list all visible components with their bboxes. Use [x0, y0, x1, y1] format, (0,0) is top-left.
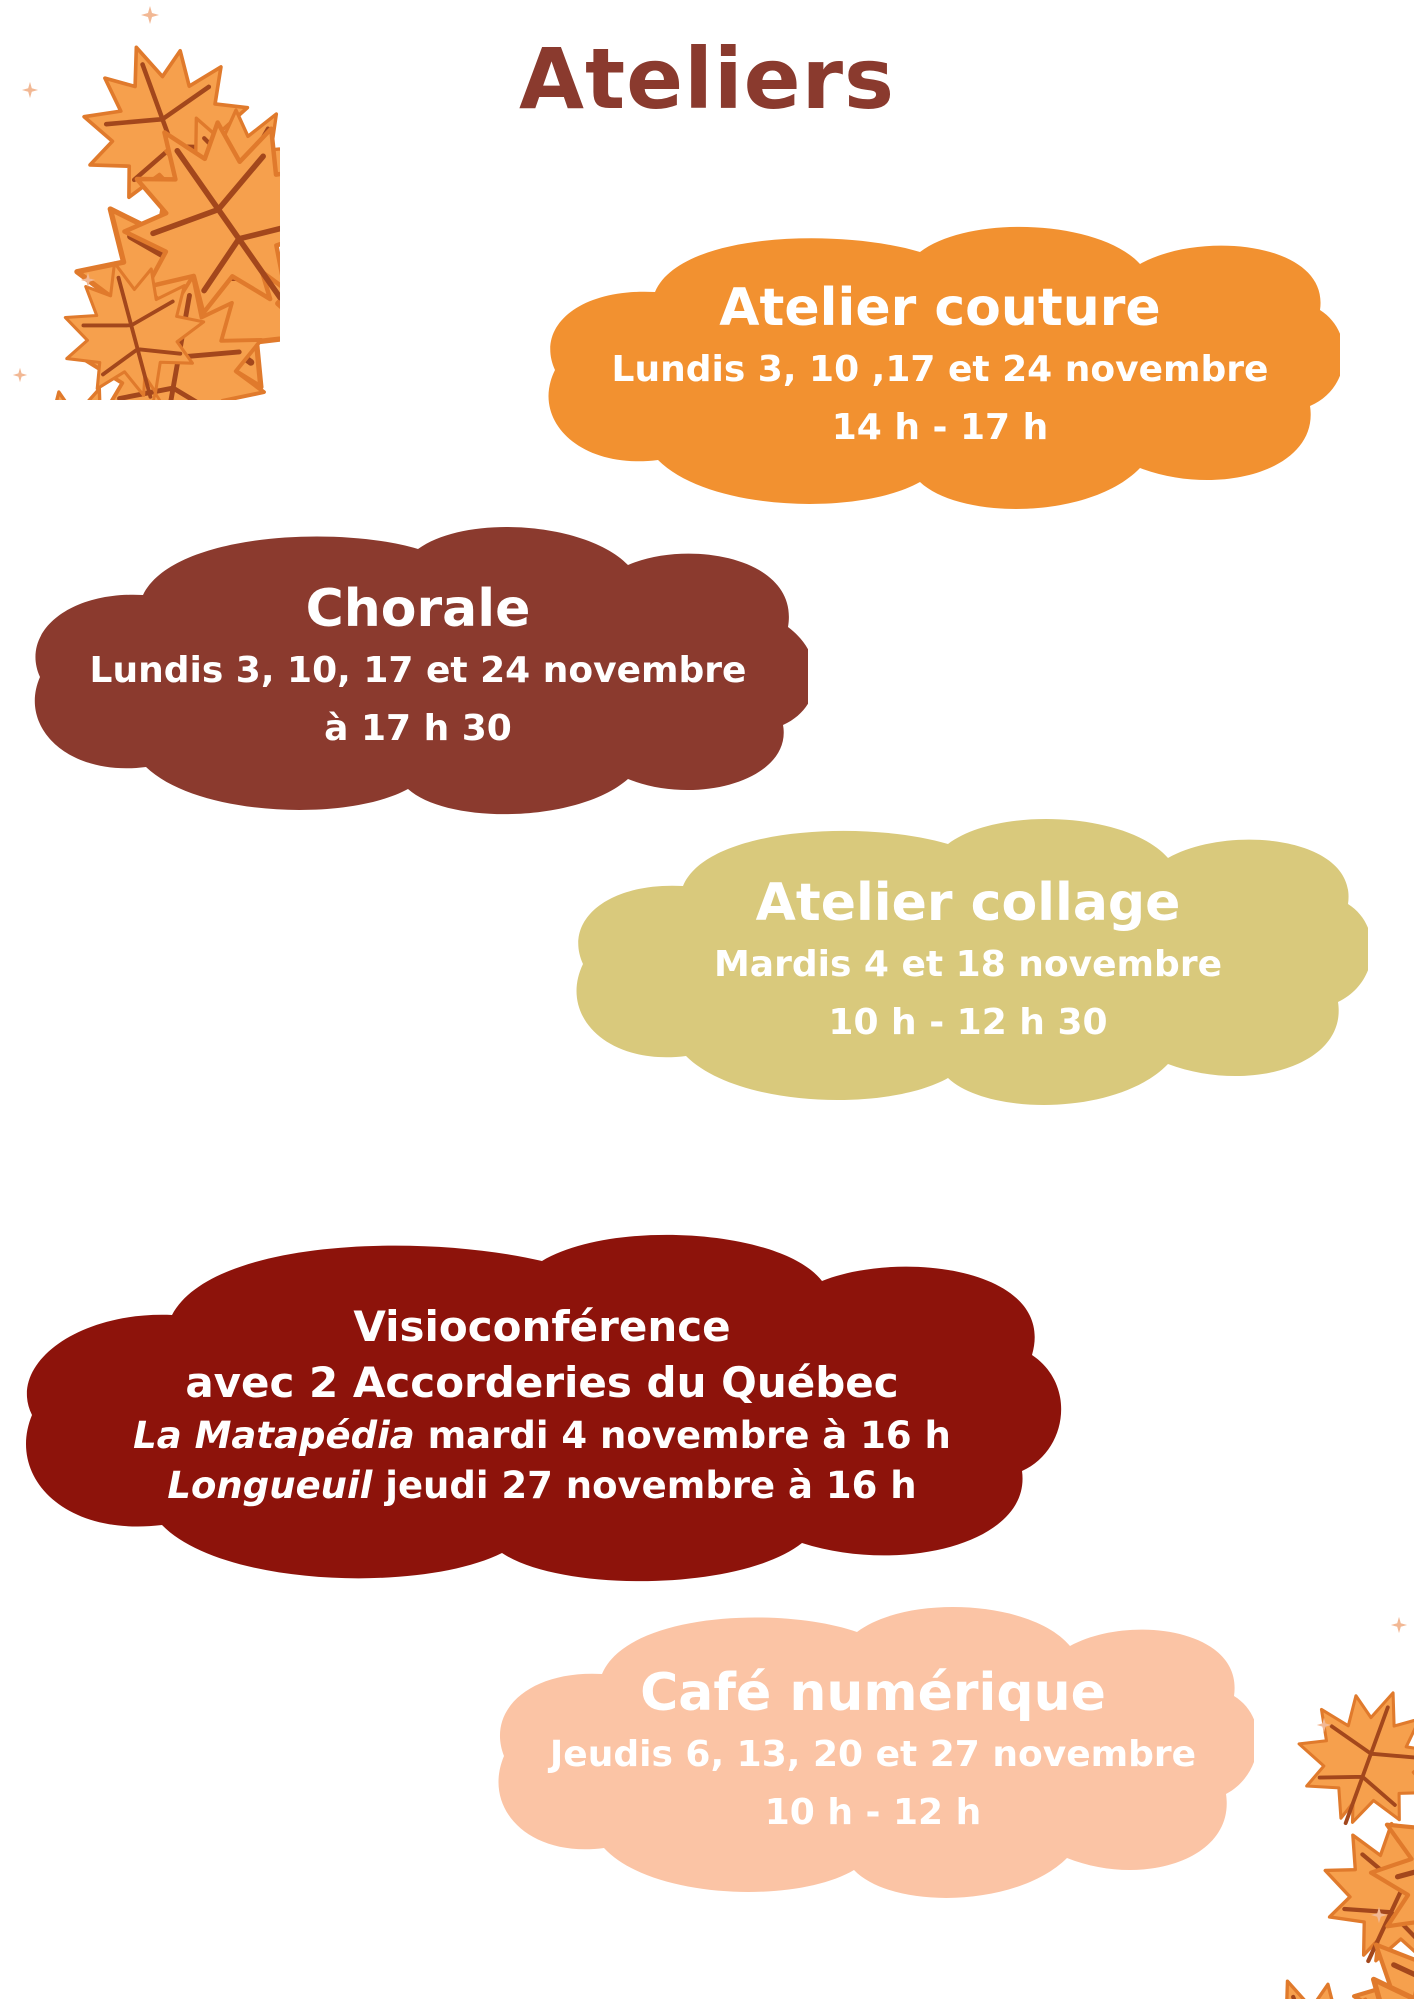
workshop-title: Café numérique: [640, 1662, 1106, 1723]
workshop-time: 14 h - 17 h: [831, 407, 1049, 448]
visio-session-1-text: mardi 4 novembre à 16 h: [414, 1414, 951, 1457]
workshop-time: 10 h - 12 h 30: [828, 1001, 1108, 1043]
workshop-collage-card: [568, 812, 1368, 1109]
workshop-title: Atelier collage: [755, 872, 1181, 933]
workshop-couture-card: [540, 220, 1340, 512]
workshop-time: à 17 h 30: [324, 708, 512, 749]
workshop-cafe-card: [492, 1598, 1254, 1903]
workshop-title: Atelier couture: [719, 278, 1161, 338]
visio-session-1-place: La Matapédia: [133, 1414, 415, 1457]
workshop-time: 10 h - 12 h: [764, 1791, 982, 1833]
visio-session-2: [167, 1461, 916, 1511]
page-title: Ateliers: [518, 30, 896, 128]
visio-session-2-place: Longueuil: [167, 1464, 373, 1507]
visio-title: Visioconférence: [353, 1302, 731, 1351]
workshop-chorale-card: [28, 517, 808, 817]
visio-session-1: [133, 1411, 951, 1461]
workshop-dates: Lundis 3, 10, 17 et 24 novembre: [89, 650, 747, 691]
visio-subtitle: avec 2 Accorderies du Québec: [185, 1358, 899, 1407]
workshop-dates: Mardis 4 et 18 novembre: [713, 943, 1222, 985]
workshop-title: Chorale: [305, 579, 531, 639]
workshop-dates: Jeudis 6, 13, 20 et 27 novembre: [549, 1733, 1197, 1775]
visio-session-2-text: jeudi 27 novembre à 16 h: [372, 1464, 917, 1507]
workshop-dates: Lundis 3, 10 ,17 et 24 novembre: [611, 349, 1269, 390]
workshop-visio-card: [22, 1225, 1062, 1585]
